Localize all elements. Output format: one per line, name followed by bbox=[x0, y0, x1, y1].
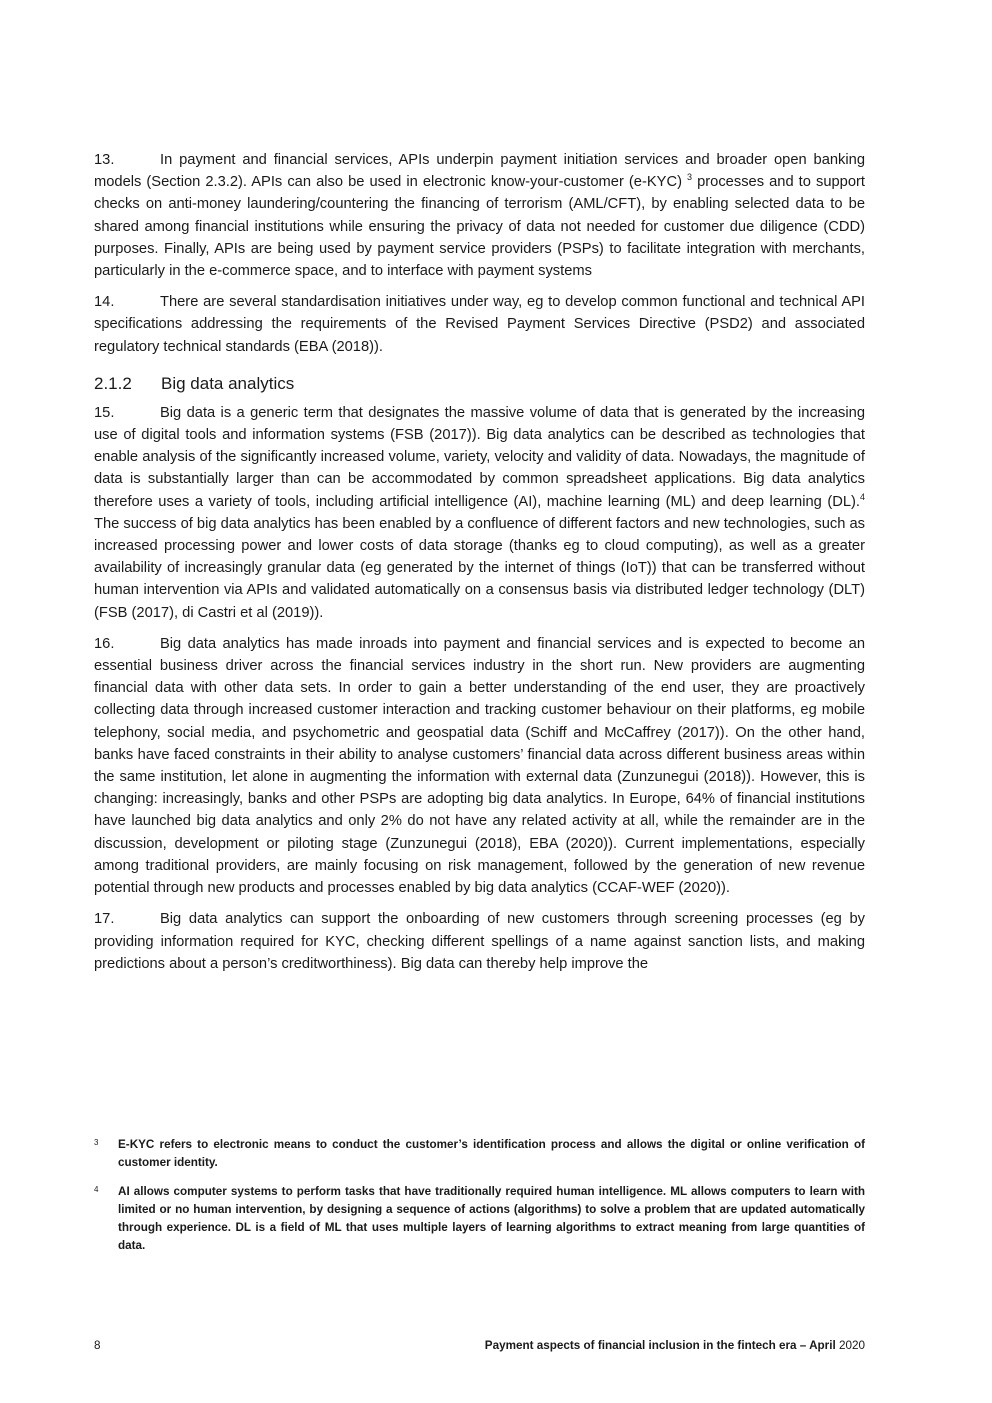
section-title: Big data analytics bbox=[161, 373, 295, 393]
section-number: 2.1.2 bbox=[94, 373, 132, 393]
footnote-ref[interactable]: 3 bbox=[687, 172, 693, 183]
paragraph-text: In payment and financial services, APIs underpin payment initiation services and broader open banking models (Section 2.3.2). APIs can also be used in electronic know-your-customer (e-KYC) bbox=[94, 152, 865, 191]
paragraph-number: 17. bbox=[94, 911, 115, 928]
paragraph-number: 14. bbox=[94, 294, 115, 311]
paragraph-text: Big data analytics has made inroads into payment and financial services and is expected to become an essential business driver across the financial services industry in the short run. New providers are augmenting financial data with other data sets. In order to gain a better understanding of the end user, they are proactively collecting data through increased customer interaction and tracking customer behaviour on their platforms, eg mobile telephony, social media, and psychometric and geospatial data (Schiff and McCaffrey (2017)). On the other hand, banks have faced constraints in their ability to analyse customers’ financial data across different business areas within the same institution, let alone in augmenting the information with external data (Zunzunegui (2018)). However, this is changing: increasingly, banks and other PSPs are adopting big data analytics. In Europe, 64% of financial institutions have launched big data analytics and only 2% do not have any related activity at all, while the remainder are in the discussion, development or piloting stage (Zunzunegui (2018), EBA (2020)). Current implementations, especially among traditional providers, are mainly focusing on risk management, followed by the generation of new revenue potential through new products and processes enabled by big data analytics (CCAF-WEF (2020)). bbox=[94, 635, 865, 897]
paragraph-number: 15. bbox=[94, 404, 115, 421]
footnote-4 bbox=[94, 1183, 865, 1255]
paragraph-number: 13. bbox=[94, 152, 115, 168]
paragraph-text: Big data analytics can support the onboarding of new customers through screening processes (eg by providing information required for KYC, checking different spellings of a name against sanction lists, and making predictions about a person’s creditworthiness). Big data can thereby help improve the bbox=[94, 911, 865, 972]
paragraph-14 bbox=[94, 291, 865, 358]
paragraph-text: The success of big data analytics has been enabled by a confluence of different factors and new technologies, such as increased processing power and lower costs of data storage (thanks eg to cloud computing), as well as a greater availability of increasingly granular data (eg generated by the internet of things (IoT)) that can be transferred without human intervention via APIs and validated automatically on a consensus basis via distributed ledger technology (DLT) (FSB (2017), di Castri et al (2019)). bbox=[94, 515, 865, 621]
section-heading bbox=[94, 372, 865, 396]
paragraph-16 bbox=[94, 633, 865, 899]
footnote-text: AI allows computer systems to perform tasks that have traditionally required human intelligence. ML allows computers to learn with limited or no human intervention, by designing a sequence of actions (algorithms) to solve a problem that are updated automatically through experience. DL is a field of ML that uses multiple layers of learning algorithms to extract meaning from large quantities of data. bbox=[118, 1185, 865, 1252]
footnotes bbox=[94, 1136, 865, 1266]
paragraph-number: 16. bbox=[94, 635, 115, 652]
document-body bbox=[94, 149, 865, 984]
page-footer bbox=[94, 1338, 865, 1354]
footnote-text: E-KYC refers to electronic means to conduct the customer’s identification process and allows the digital or online verification of customer identity. bbox=[118, 1138, 865, 1169]
paragraph-text: There are several standardisation initiatives under way, eg to develop common functional and technical API specifications addressing the requirements of the Revised Payment Services Directive (PSD2) and associated regulatory technical standards (EBA (2018)). bbox=[94, 294, 865, 355]
paragraph-15 bbox=[94, 402, 865, 624]
footer-title: Payment aspects of financial inclusion in the fintech era – April bbox=[484, 1339, 836, 1352]
footer-year: 2020 bbox=[838, 1339, 865, 1352]
footer-title-group bbox=[485, 1338, 865, 1354]
footnote-number: 3 bbox=[94, 1138, 99, 1147]
paragraph-text: Big data is a generic term that designates the massive volume of data that is generated by the increasing use of digital tools and information systems (FSB (2017)). Big data analytics can be described as technologies that enable analysis of the significantly increased volume, variety, velocity and validity of data. Nowadays, the magnitude of data is substantially larger than can be accommodated by common spreadsheet applications. Big data analytics therefore uses a variety of tools, including artificial intelligence (AI), machine learning (ML) and deep learning (DL). bbox=[94, 404, 865, 510]
footnote-ref[interactable]: 4 bbox=[859, 491, 865, 502]
paragraph-text: processes and to support checks on anti-money laundering/countering the financing of terrorism (AML/CFT), by enabling selected data to be shared among financial institutions while ensuring the privacy of data not needed for customer due diligence (CDD) purposes. Finally, APIs are being used by payment service providers (PSPs) to facilitate integration with merchants, particularly in the e-commerce space, and to interface with payment systems bbox=[94, 174, 865, 280]
paragraph-17 bbox=[94, 908, 865, 975]
footnote-number: 4 bbox=[94, 1185, 99, 1194]
footnote-3 bbox=[94, 1136, 865, 1172]
page-number: 8 bbox=[94, 1339, 101, 1352]
paragraph-13 bbox=[94, 149, 865, 282]
